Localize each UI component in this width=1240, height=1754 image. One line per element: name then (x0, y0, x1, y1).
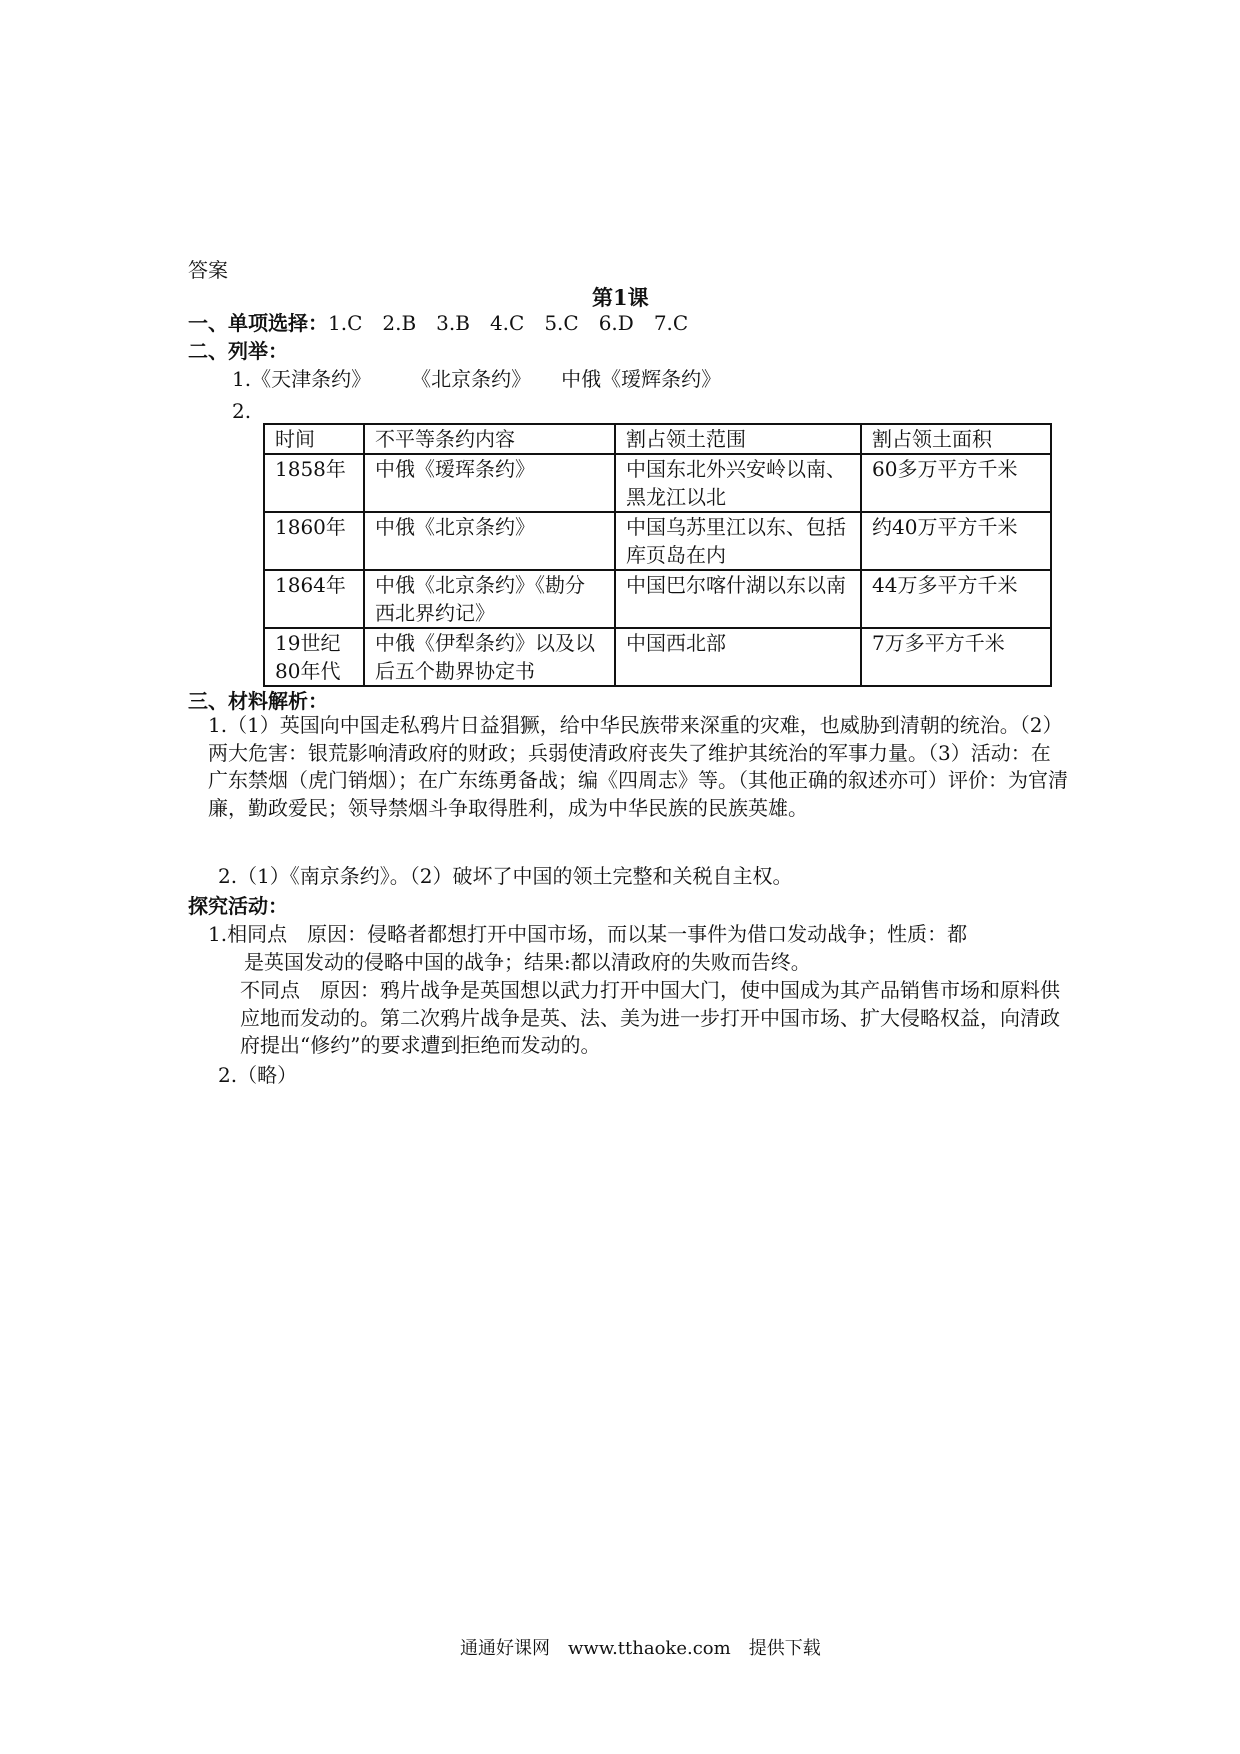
header-cell: 割占领土范围 (615, 424, 861, 454)
header-cell: 不平等条约内容 (364, 424, 615, 454)
treaty-aihui: 中俄《瑷辉条约》 (561, 367, 722, 391)
cell-treaty: 中俄《伊犁条约》以及以后五个勘界协定书 (364, 628, 615, 686)
list-item-2-number: 2. (232, 399, 252, 423)
cell-range: 中国巴尔喀什湖以东以南 (615, 570, 861, 628)
footer-credit: 通通好课网 www.tthaoke.com 提供下载 (460, 1638, 821, 1659)
header-cell: 割占领土面积 (861, 424, 1051, 454)
section-label: 一、单项选择： (188, 311, 328, 335)
section-inquiry-label: 探究活动： (188, 894, 288, 918)
table-header-row (264, 424, 1051, 454)
cell-time: 19世纪80年代 (264, 628, 364, 686)
cell-area: 44万多平方千米 (861, 570, 1051, 628)
section-single-choice (188, 310, 688, 336)
inquiry-differences: 不同点 原因：鸦片战争是英国想以武力打开中国大门，使中国成为其产品销售市场和原料供应地而发动的。第二次鸦片战争是英、法、美为进一步打开中国市场、扩大侵略权益，向清政府提出“修约”的要求遭到拒绝而发动的。 (240, 978, 1060, 1057)
choice-answers: 1.C 2.B 3.B 4.C 5.C 6.D 7.C (328, 311, 689, 335)
table-row (264, 454, 1051, 512)
cell-treaty: 中俄《北京条约》《勘分西北界约记》 (364, 570, 615, 628)
cell-treaty: 中俄《北京条约》 (364, 512, 615, 570)
treaty-tianjin: 《天津条约》 (251, 367, 372, 391)
table-row (264, 512, 1051, 570)
table-row (264, 628, 1051, 686)
cell-range: 中国东北外兴安岭以南、黑龙江以北 (615, 454, 861, 512)
cell-range: 中国西北部 (615, 628, 861, 686)
cell-time: 1858年 (264, 454, 364, 512)
analysis-answer-1: 1.（1）英国向中国走私鸦片日益猖獗，给中华民族带来深重的灾难，也威胁到清朝的统治。（2）两大危害：银荒影响清政府的财政；兵弱使清政府丧失了维护其统治的军事力量。（3）活动：在广东禁烟（虎门销烟）；在广东练勇备战；编《四周志》等。（其他正确的叙述亦可）评价：为官清廉，勤政爱民；领导禁烟斗争取得胜利，成为中华民族的民族英雄。 (208, 713, 1068, 820)
header-cell: 时间 (264, 424, 364, 454)
cell-time: 1864年 (264, 570, 364, 628)
lesson-title: 第1课 (592, 285, 649, 310)
section-material-analysis-label: 三、材料解析： (188, 689, 328, 713)
treaty-table (263, 423, 1052, 687)
cell-area: 7万多平方千米 (861, 628, 1051, 686)
inquiry-similarities-line2: 是英国发动的侵略中国的战争；结果:都以清政府的失败而告终。 (244, 950, 811, 974)
list-item-1 (232, 366, 721, 392)
cell-treaty: 中俄《瑷珲条约》 (364, 454, 615, 512)
section-list-label: 二、列举： (188, 339, 288, 363)
treaty-beijing: 《北京条约》 (411, 367, 532, 391)
answer-heading: 答案 (188, 258, 228, 282)
table-row (264, 570, 1051, 628)
analysis-answer-2: 2.（1）《南京条约》。（2）破坏了中国的领土完整和关税自主权。 (218, 864, 793, 888)
inquiry-answer-2: 2.（略） (218, 1063, 298, 1087)
cell-range: 中国乌苏里江以东、包括库页岛在内 (615, 512, 861, 570)
inquiry-similarities-line1: 1.相同点 原因：侵略者都想打开中国市场，而以某一事件为借口发动战争；性质：都 (208, 922, 968, 946)
cell-area: 约40万平方千米 (861, 512, 1051, 570)
cell-time: 1860年 (264, 512, 364, 570)
item-number: 1. (232, 367, 252, 391)
cell-area: 60多万平方千米 (861, 454, 1051, 512)
